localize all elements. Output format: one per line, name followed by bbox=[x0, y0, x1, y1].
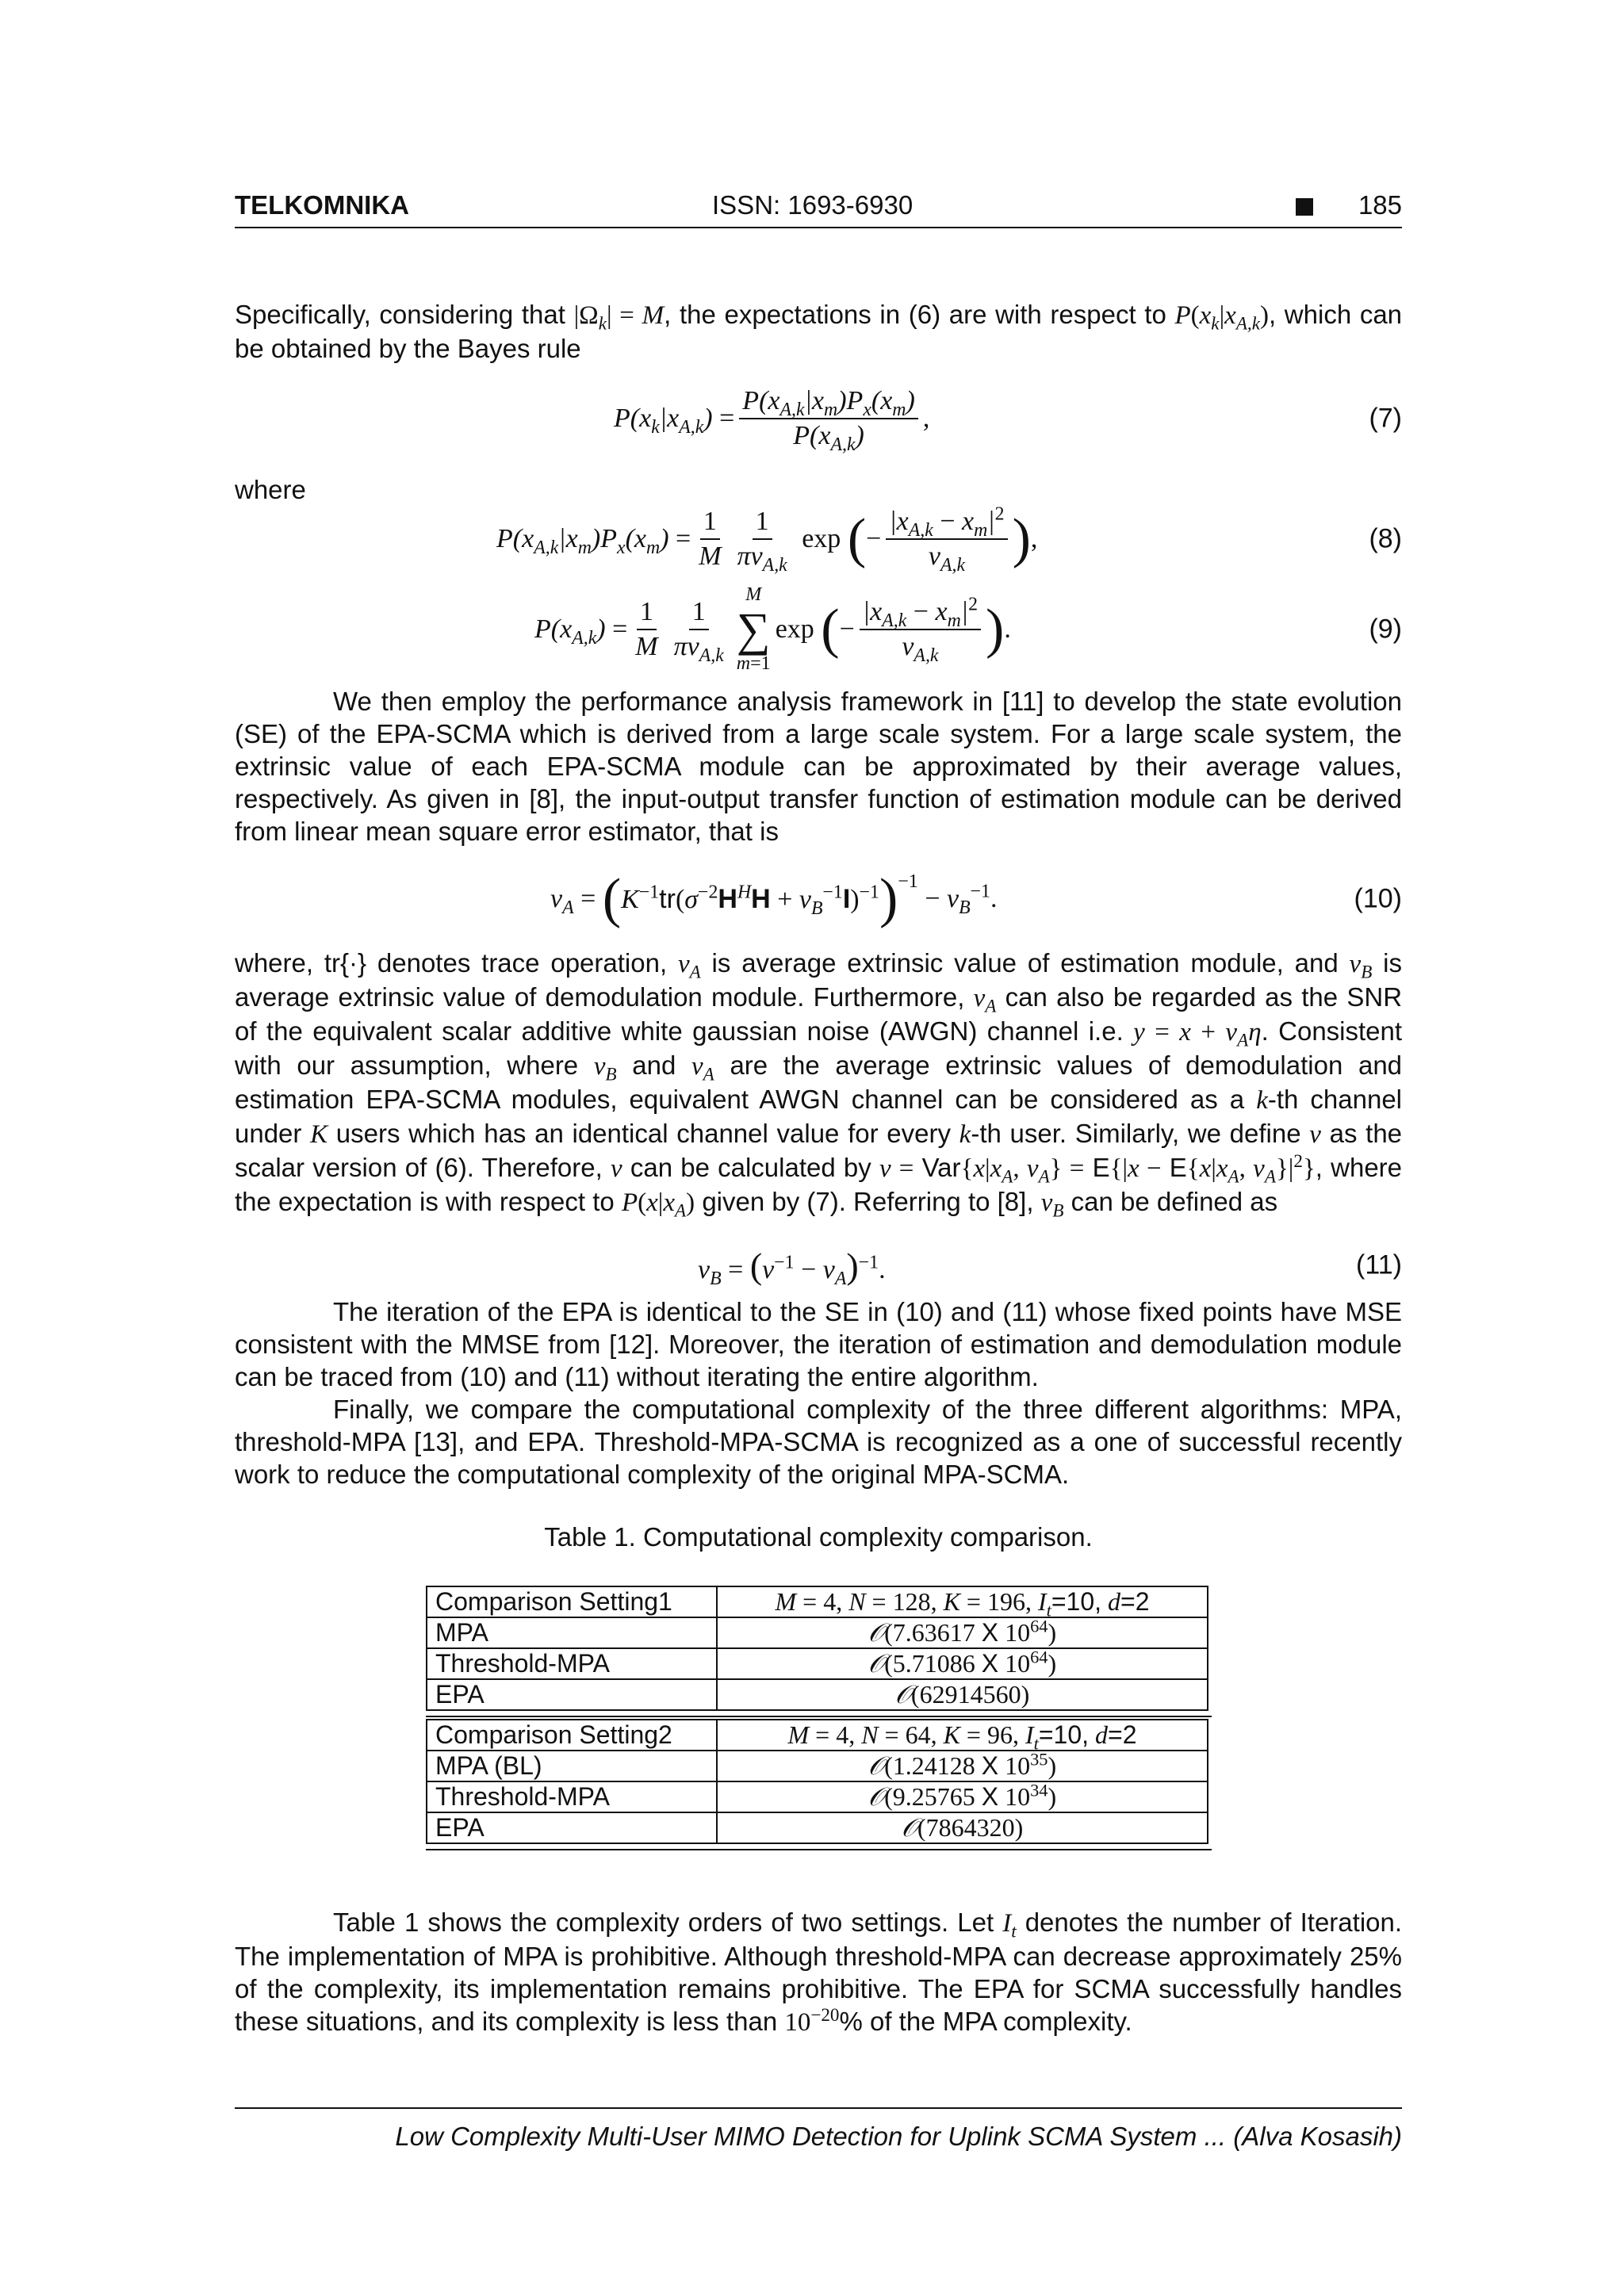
running-footer: Low Complexity Multi-User MIMO Detection for Uplink SCMA System ... (Alva Kosasih) bbox=[395, 2122, 1402, 2151]
table-cell: Threshold-MPA bbox=[427, 1781, 717, 1812]
table-cell: 𝒪(5.71086 X $10^{64}$) bbox=[717, 1648, 1208, 1679]
equation-7: $P(x_k|x_{A,k})$ = $\frac{P(x_{A,k}|x_m)P_x(x_m)}{P(x_{A,k})}$ , (7) bbox=[614, 386, 1402, 455]
table-cell: Comparison Setting1 bbox=[427, 1586, 717, 1617]
table-row bbox=[427, 1617, 1208, 1648]
text: where, tr{·} denotes trace operation, bbox=[235, 948, 668, 978]
paragraph-iteration: The iteration of the EPA is identical to the SE in (10) and (11) whose fixed points have MSE consistent with the MMSE from [12]. Moreover, the iteration of estimation and demodulation module can be traced from (10) and (11) without iterating the entire algorithm. bbox=[235, 1297, 1402, 1391]
table-row bbox=[427, 1812, 1208, 1843]
paragraph-table-discussion: Table 1 shows the complexity orders of two settings. Let $I_t$ denotes the number of Iteration. The implementation of MPA is prohibitive. Although threshold-MPA can decrease approximately 25% of the complexity, its implementation remains prohibitive. The EPA for SCMA successfully handles these situations, and its complexity is less than $10^{-20}\%$ of the MPA complexity. bbox=[235, 1908, 1403, 2037]
text: are the average extrinsic values of demodulation and estimation EPA-SCMA modules, equivalent AWGN channel can be considered as a bbox=[235, 1050, 1403, 1114]
paragraph-state-evolution: We then employ the performance analysis framework in [11] to develop the state evolution (SE) of the EPA-SCMA which is derived from a large scale system. For a large scale system, the extrinsic value of each EPA-SCMA module can be approximated by their average values, respectively. As given in [8], the input-output transfer function of estimation module can be derived from linear mean square error estimator, that is bbox=[235, 687, 1402, 846]
text: is average extrinsic value of demodulation module. Furthermore, bbox=[235, 948, 1402, 1012]
text: % of the MPA complexity. bbox=[839, 2007, 1132, 2036]
text: Specifically, considering that bbox=[235, 300, 565, 329]
text: can be defined as bbox=[1071, 1187, 1278, 1216]
equation-number: (9) bbox=[1369, 614, 1402, 645]
equation-number: (7) bbox=[1369, 403, 1402, 434]
table-cell: M = 4, N = 64, K = 96, $I_t=10$, d=2 bbox=[717, 1720, 1208, 1751]
text: can be calculated by bbox=[630, 1153, 871, 1182]
complexity-table-setting1 bbox=[426, 1586, 1208, 1711]
text: Consistent with our assumption, where bbox=[235, 1016, 1403, 1080]
table-cell: 𝒪(1.24128 X $10^{35}$) bbox=[717, 1751, 1208, 1781]
equation-number: (11) bbox=[1356, 1249, 1402, 1280]
paragraph-se-definition: where, tr{·} denotes trace operation, $v_A$ is average extrinsic value of estimation module, and $v_B$ is average extrinsic value of demodulation module. Furthermore, $v_A$ can also be regarded as the SNR of the equivalent scalar additive white gaussian noise (AWGN) channel i.e. $y = x + v_A\eta$. Consistent with our assumption, where $v_B$ and $v_A$ are the average extrinsic values of demodulation and estimation EPA-SCMA modules, equivalent AWGN channel can be considered as a k-th channel under K users which has an identical channel value for every k-th user. Similarly, we define v as the scalar version of (6). Therefore, v can be calculated by $v = Var\{x|x_A$, $v_A\} = E\{|x - E\{x|x_A$, $v_A\}|^2$}, where the expectation is with respect to $P(x|x_A)$ given by (7). Referring to [8], $v_B$ can be defined as bbox=[235, 948, 1403, 1221]
journal-name: TELKOMNIKA bbox=[235, 190, 409, 220]
table-cell: M = 4, N = 128, K = 196, $I_t=10$, d=2 bbox=[717, 1586, 1208, 1617]
complexity-table-setting2 bbox=[426, 1719, 1208, 1844]
equation-11: $v_B = (v^{-1} - v_A)^{-1}$. (11) bbox=[698, 1245, 1402, 1289]
table-row bbox=[427, 1720, 1208, 1751]
table-double-rule bbox=[426, 1849, 1212, 1850]
issn: ISSN: 1693-6930 bbox=[712, 190, 914, 220]
table-double-rule bbox=[426, 1716, 1212, 1717]
text: , the expectations in (6) are with respect to bbox=[664, 300, 1166, 329]
equation-8: $P(x_{A,k}|x_m)P_x(x_m)$ = $\frac{1}{M}$ $\frac{1}{\pi v_{A,k}}$ exp ( − $\frac{|x_{A,k} - x_m|^2}{v_{A,k}}$ ) , (8) bbox=[496, 503, 1402, 576]
footer-rule bbox=[235, 2107, 1402, 2109]
equation-9: $P(x_{A,k})$ = $\frac{1}{M}$ $\frac{1}{\pi v_{A,k}}$ M ∑ m=1 exp ( − $\frac{|x_{A,k} - x_m|^2}{v_{A,k}}$ ) . (9) bbox=[534, 584, 1402, 674]
text: -th channel under bbox=[235, 1085, 1403, 1148]
square-bullet-icon bbox=[1296, 198, 1313, 216]
table-row bbox=[427, 1586, 1208, 1617]
running-header bbox=[235, 190, 1402, 227]
table-row bbox=[427, 1679, 1208, 1710]
table-cell: 𝒪(7.63617 X $10^{64}$) bbox=[717, 1617, 1208, 1648]
equation-number: (10) bbox=[1354, 883, 1402, 914]
text: is average extrinsic value of estimation module, and bbox=[711, 948, 1339, 978]
text: which can be obtained by the Bayes rule bbox=[235, 300, 1403, 363]
table-row bbox=[427, 1648, 1208, 1679]
text: -th user. Similarly, we define bbox=[971, 1119, 1301, 1148]
paragraph-complexity: Finally, we compare the computational complexity of the three different algorithms: MPA, threshold-MPA [13], and EPA. Threshold-MPA-SCMA is recognized as a one of successful recently work to reduce the computational complexity of the original MPA-SCMA. bbox=[235, 1395, 1402, 1489]
equation-10: $v_A$ = ( $K^{-1}tr(\sigma^{-2}H^HH + v_B^{-1}I)^{-1}$ ) $^{-1}$ − $v_B^{-1}$. (10) bbox=[550, 868, 1402, 929]
table-caption: Table 1. Computational complexity comparison. bbox=[544, 1522, 1093, 1552]
table-cell: 𝒪(9.25765 X $10^{34}$) bbox=[717, 1781, 1208, 1812]
table-cell: EPA bbox=[427, 1679, 717, 1710]
table-cell: 𝒪(7864320) bbox=[717, 1812, 1208, 1843]
table-cell: MPA (BL) bbox=[427, 1751, 717, 1781]
table-cell: 𝒪(62914560) bbox=[717, 1679, 1208, 1710]
text: as the scalar version of (6). Therefore, bbox=[235, 1119, 1403, 1182]
table-cell: Threshold-MPA bbox=[427, 1648, 717, 1679]
table-row bbox=[427, 1751, 1208, 1781]
text: and bbox=[632, 1050, 676, 1080]
paragraph-bayes: Specifically, considering that $|\Omega_k| = M$, the expectations in (6) are with respect to $P(x_k|x_{A,k})$, which can be obtained by the Bayes rule bbox=[235, 300, 1403, 363]
table-row bbox=[427, 1781, 1208, 1812]
page-number: 185 bbox=[1358, 190, 1402, 220]
text: Table 1 shows the complexity orders of two settings. Let bbox=[333, 1908, 994, 1937]
header-rule bbox=[235, 227, 1402, 228]
equation-number: (8) bbox=[1369, 523, 1402, 554]
text: users which has an identical channel value for every bbox=[335, 1119, 951, 1148]
text: can also be regarded as the SNR of the equivalent scalar additive white gaussian noise (AWGN) channel i.e. bbox=[235, 982, 1403, 1046]
table-cell: MPA bbox=[427, 1617, 717, 1648]
table-cell: Comparison Setting2 bbox=[427, 1720, 717, 1751]
text: given by (7). Referring to [8], bbox=[702, 1187, 1034, 1216]
text: , where the expectation is with respect to bbox=[235, 1153, 1403, 1216]
where-label: where bbox=[235, 475, 306, 504]
text: denotes the number of Iteration. The implementation of MPA is prohibitive. Although threshold-MPA can decrease approximately 25% of the complexity, its implementation remains prohibitive. The EPA for SCMA successfully handles these situations, and its complexity is less than bbox=[235, 1908, 1403, 2036]
table-cell: EPA bbox=[427, 1812, 717, 1843]
